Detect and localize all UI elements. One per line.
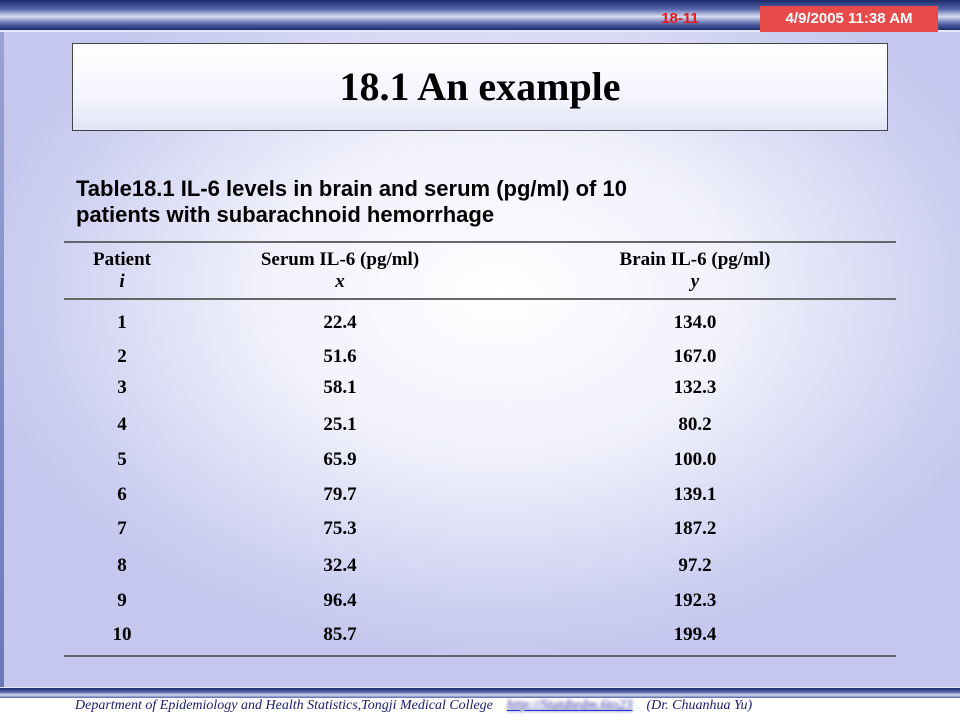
row-10-patient: 10 [112,624,132,645]
row-2-patient: 2 [117,346,127,367]
row-3-brain: 132.3 [673,377,717,398]
header-serum-symbol: x [335,271,345,292]
header-serum [230,249,450,293]
row-5-patient: 5 [117,449,127,470]
row-5-serum: 65.9 [323,449,357,470]
footer-link-text[interactable]: http://Statdtedm.6to23 [506,698,633,713]
slide-title: 18.1 An example [72,43,888,131]
row-6-patient: 6 [117,484,127,505]
header-brain-label: Brain IL-6 (pg/ml) [619,249,771,270]
row-4-patient: 4 [117,414,127,435]
row-2-serum: 51.6 [323,346,357,367]
footer [75,696,752,716]
row-9-patient: 9 [117,590,127,611]
row-10-serum: 85.7 [323,624,357,645]
date-time-badge: 4/9/2005 11:38 AM [760,6,938,32]
row-6-serum: 79.7 [323,484,357,505]
table-header-rule [64,298,896,300]
row-7-serum: 75.3 [323,518,357,539]
caption-line-1: Table18.1 IL-6 levels in brain and serum (pg/ml) of 10 [76,176,627,201]
table-top-rule [64,241,896,243]
table-bottom-rule [64,655,896,657]
row-3-serum: 58.1 [323,377,357,398]
header-patient-label: Patient [92,249,152,270]
row-1-patient: 1 [117,312,127,333]
row-4-brain: 80.2 [678,414,712,435]
row-5-brain: 100.0 [673,449,717,470]
header-brain [580,249,810,293]
row-1-serum: 22.4 [323,312,357,333]
row-8-brain: 97.2 [678,555,712,576]
row-10-brain: 199.4 [673,624,717,645]
header-brain-symbol: y [690,271,700,292]
caption-line-2: patients with subarachnoid hemorrhage [76,202,495,227]
row-8-patient: 8 [117,555,127,576]
footer-author: (Dr. Chuanhua Yu) [646,698,753,713]
row-1-brain: 134.0 [673,312,717,333]
footer-link[interactable] [507,698,633,713]
row-9-brain: 192.3 [673,590,717,611]
row-7-brain: 187.2 [673,518,717,539]
row-4-serum: 25.1 [323,414,357,435]
header-serum-label: Serum IL-6 (pg/ml) [260,249,420,270]
row-9-serum: 96.4 [323,590,357,611]
page-number: 18-11 [661,10,699,27]
header-patient [64,249,180,293]
header-patient-symbol: i [119,271,125,292]
row-6-brain: 139.1 [673,484,717,505]
row-2-brain: 167.0 [673,346,717,367]
table-caption [76,176,896,228]
left-edge-decoration [0,32,4,687]
footer-department: Department of Epidemiology and Health Statistics,Tongji Medical College [75,698,493,713]
row-8-serum: 32.4 [323,555,357,576]
row-3-patient: 3 [117,377,127,398]
row-7-patient: 7 [117,518,127,539]
